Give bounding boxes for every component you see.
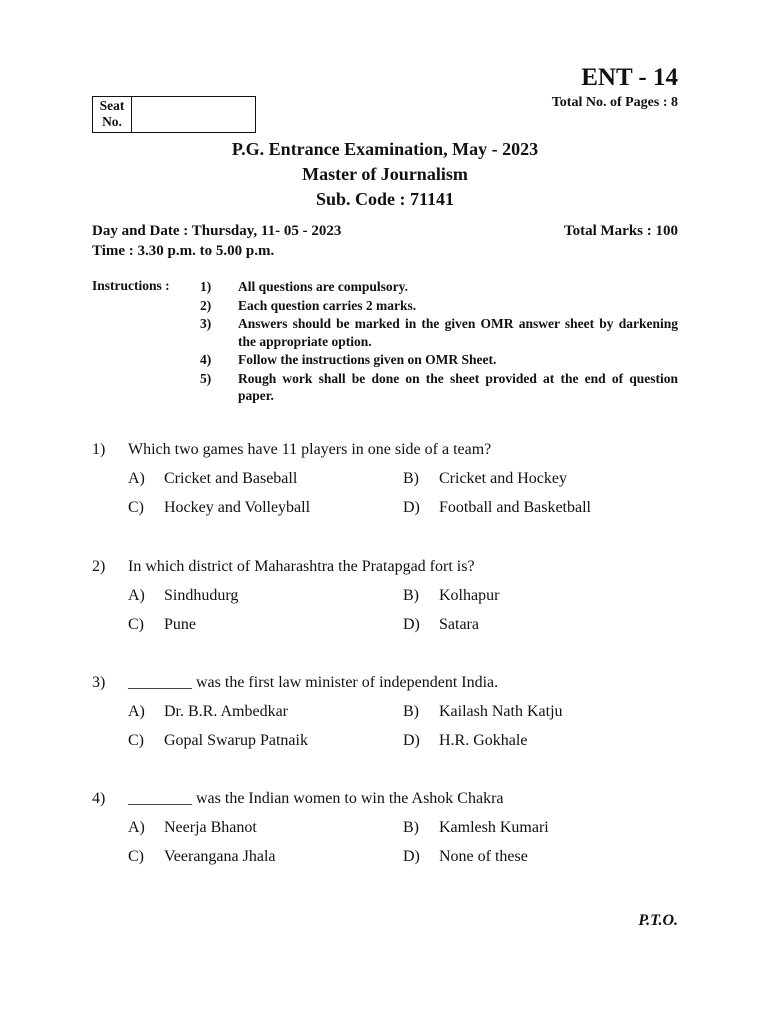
exam-time: Time : 3.30 p.m. to 5.00 p.m. [92,243,275,259]
option-letter: C) [128,848,144,865]
seat-number-field [132,97,255,132]
question-number: 1) [92,441,106,458]
option-letter: D) [403,732,420,749]
option-row [92,470,678,499]
option-text: Pune [164,616,196,633]
instructions-label: Instructions : [92,278,170,293]
option-c [128,848,403,866]
day-and-date: Day and Date : Thursday, 11- 05 - 2023 [92,223,342,239]
option-row [92,848,678,877]
question-3 [92,674,678,761]
option-row [92,819,678,848]
total-pages: Total No. of Pages : 8 [551,95,678,110]
question-text: ________ was the Indian women to win the Ashok Chakra [128,790,504,807]
option-text: Neerja Bhanot [164,819,257,836]
option-letter: C) [128,732,144,749]
question-4 [92,790,678,877]
instruction-item [200,297,678,315]
option-letter: C) [128,616,144,633]
question-text: Which two games have 11 players in one side of a team? [128,441,492,458]
option-letter: A) [128,703,145,720]
question-1 [92,441,678,528]
option-a [128,819,403,837]
option-text: Satara [439,616,479,633]
option-text: Kamlesh Kumari [439,819,549,836]
instructions-list [200,278,678,406]
option-text: Cricket and Baseball [164,470,298,487]
option-text: Hockey and Volleyball [164,499,311,516]
question-text: In which district of Maharashtra the Pratapgad fort is? [128,558,475,575]
instruction-item [200,351,678,369]
question-stem [92,790,678,819]
instruction-item [200,370,678,405]
instruction-text: Follow the instructions given on OMR Sheet. [238,352,497,367]
question-number: 3) [92,674,106,691]
option-c [128,732,403,750]
total-marks: Total Marks : 100 [563,223,678,239]
question-number: 4) [92,790,106,807]
exam-title: P.G. Entrance Examination, May - 2023 [231,139,539,159]
option-letter: D) [403,616,420,633]
option-row [92,616,678,645]
option-letter: D) [403,499,420,516]
instruction-text: Each question carries 2 marks. [238,297,417,313]
option-b [403,470,678,488]
option-text: Cricket and Hockey [439,470,567,487]
option-d [403,499,678,517]
instruction-number: 2) [200,297,212,313]
option-row [92,732,678,761]
option-letter: A) [128,819,145,836]
instruction-item [200,278,678,296]
option-a [128,470,403,488]
option-text: H.R. Gokhale [439,732,528,749]
option-text: Gopal Swarup Patnaik [164,732,308,749]
option-letter: B) [403,587,419,604]
paper-code: ENT - 14 [581,64,678,91]
course-title: Master of Journalism [302,164,468,184]
option-letter: D) [403,848,420,865]
option-letter: A) [128,587,145,604]
question-number: 2) [92,558,106,575]
option-row [92,703,678,732]
option-c [128,499,403,517]
instruction-text: All questions are compulsory. [238,279,409,294]
option-letter: B) [403,819,419,836]
option-letter: C) [128,499,144,516]
option-d [403,616,678,634]
option-text: Kolhapur [439,587,500,604]
option-b [403,587,678,605]
subject-code: Sub. Code : 71141 [315,189,455,209]
option-row [92,499,678,528]
option-text: Sindhudurg [164,587,239,604]
option-a [128,587,403,605]
instruction-item [200,315,678,350]
instruction-number: 4) [200,352,212,367]
option-text: Dr. B.R. Ambedkar [164,703,288,720]
question-text: ________ was the first law minister of independent India. [128,674,499,691]
option-text: Veerangana Jhala [164,848,276,865]
question-stem [92,558,678,587]
seat-label-line2: No. [102,114,122,129]
option-letter: B) [403,470,419,487]
instruction-text: Answers should be marked in the given OMR answer sheet by darkening the appropriate option. [238,316,678,349]
instruction-number: 5) [200,370,212,386]
instruction-number: 3) [200,316,212,331]
option-text: Kailash Nath Katju [439,703,563,720]
question-stem [92,674,678,703]
question-2 [92,558,678,645]
option-b [403,703,678,721]
seat-label [93,97,132,132]
question-stem [92,441,678,470]
option-d [403,732,678,750]
option-a [128,703,403,721]
option-text: Football and Basketball [439,499,591,516]
option-b [403,819,678,837]
please-turn-over: P.T.O. [638,912,678,929]
option-row [92,587,678,616]
instruction-text: Rough work shall be done on the sheet provided at the end of question paper. [238,370,678,403]
seat-number-box [92,96,256,133]
option-text: None of these [439,848,528,865]
seat-label-line1: Seat [99,98,125,113]
option-d [403,848,678,866]
instruction-number: 1) [200,279,212,294]
option-letter: A) [128,470,145,487]
option-c [128,616,403,634]
option-letter: B) [403,703,419,720]
